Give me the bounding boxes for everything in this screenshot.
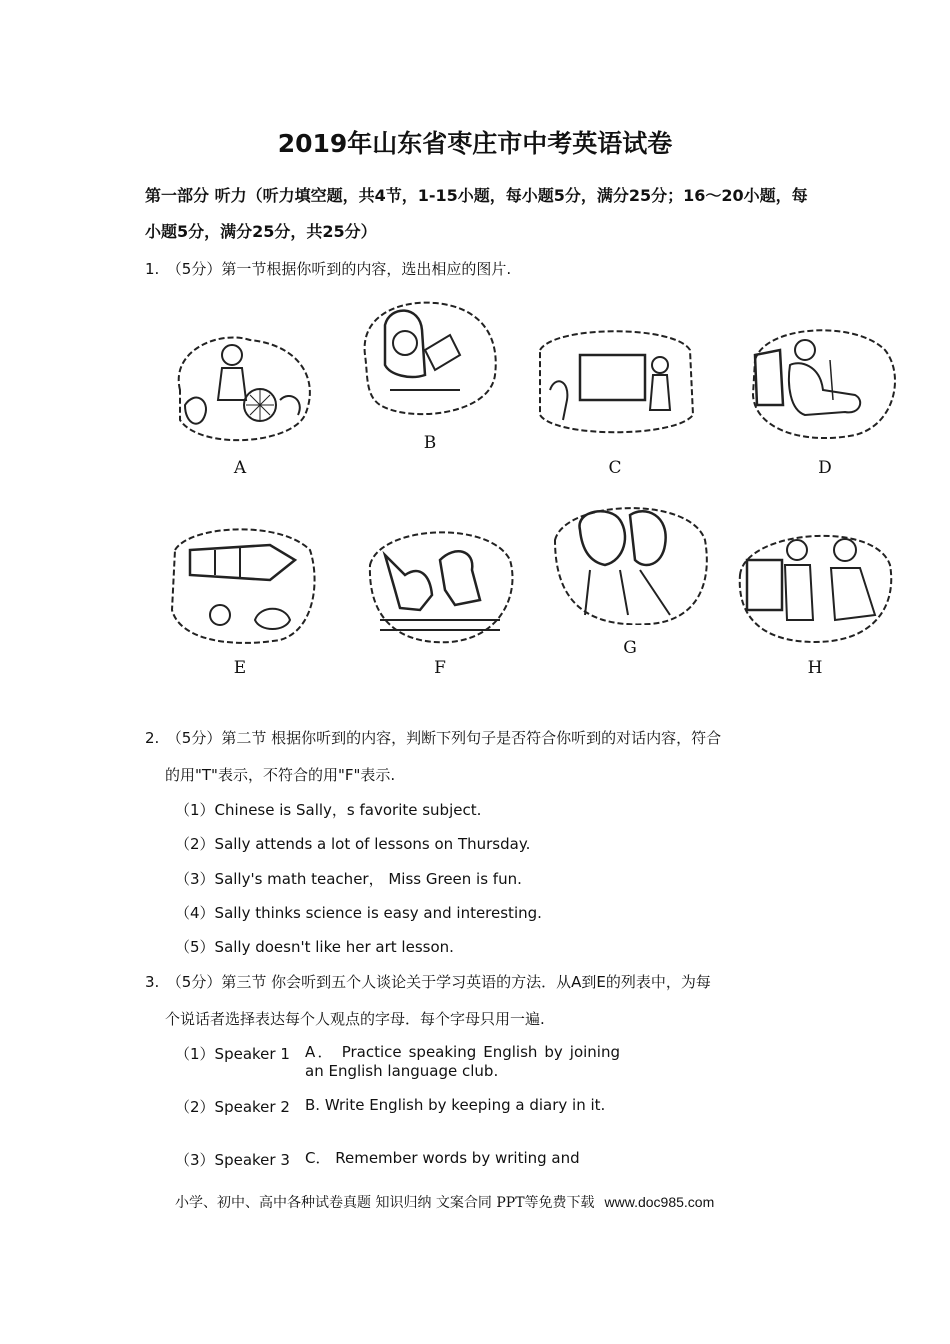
picture-label: G bbox=[623, 638, 637, 658]
speaker-option: A． Practice speaking English by joining an English language club. bbox=[305, 1043, 620, 1080]
page-title: 2019年山东省枣庄市中考英语试卷 bbox=[277, 129, 673, 158]
part1-header: 第一部分 听力（听力填空题，共4节，1-15小题，每小题5分，满分25分；16～20小题，每小题5分，满分25分，共25分） bbox=[145, 186, 808, 241]
classroom-sketch bbox=[535, 320, 695, 445]
picture-f bbox=[360, 520, 520, 678]
question-1-text: 1. （5分）第一节根据你听到的内容，选出相应的图片. bbox=[145, 260, 512, 278]
person-sitting-sketch bbox=[745, 320, 905, 445]
picture-c bbox=[535, 320, 695, 478]
picture-label: H bbox=[807, 658, 823, 678]
speaker-option: C． Remember words by writing and bbox=[305, 1149, 580, 1167]
picture-h bbox=[735, 520, 895, 678]
picture-label: C bbox=[608, 458, 622, 478]
picture-label: D bbox=[818, 458, 832, 478]
women-portrait-sketch bbox=[550, 500, 710, 625]
boy-with-globe-sketch bbox=[160, 320, 320, 445]
q2-item-3: （3）Sally's math teacher， Miss Green is fun. bbox=[175, 870, 522, 888]
q2-item-2: （2）Sally attends a lot of lessons on Thursday. bbox=[175, 835, 531, 853]
picture-g bbox=[550, 500, 710, 658]
picture-d bbox=[745, 320, 905, 478]
picture-a bbox=[160, 320, 320, 478]
page-footer bbox=[175, 1192, 714, 1212]
picture-label: A bbox=[233, 458, 247, 478]
speaker-label: （2）Speaker 2 bbox=[175, 1098, 290, 1116]
dinosaurs-sketch bbox=[360, 520, 520, 645]
speaker-option: B. Write English by keeping a diary in it. bbox=[305, 1096, 606, 1114]
q2-item-4: （4）Sally thinks science is easy and interesting. bbox=[175, 904, 542, 922]
picture-grid bbox=[155, 290, 905, 700]
q2-item-5: （5）Sally doesn't like her art lesson. bbox=[175, 938, 454, 956]
question-2-text-cont: 的用"T"表示，不符合的用"F"表示. bbox=[165, 766, 396, 784]
speaker-label: （1）Speaker 1 bbox=[175, 1045, 290, 1063]
picture-label: B bbox=[423, 433, 437, 453]
question-2-text: 2. （5分）第二节 根据你听到的内容，判断下列句子是否符合你听到的对话内容，符合 bbox=[145, 729, 722, 747]
rocket-sketch bbox=[160, 520, 320, 645]
q2-item-1: （1）Chinese is Sally，s favorite subject. bbox=[175, 801, 482, 819]
picture-e bbox=[160, 520, 320, 678]
footer-url[interactable]: www.doc985.com bbox=[604, 1194, 715, 1210]
picture-label: F bbox=[434, 658, 446, 678]
girl-reading-sketch bbox=[350, 295, 510, 420]
question-3-text: 3. （5分）第三节 你会听到五个人谈论关于学习英语的方法．从A到E的列表中，为每 bbox=[145, 973, 711, 991]
footer-text: 小学、初中、高中各种试卷真题 知识归纳 文案合同 PPT等免费下载 bbox=[175, 1195, 595, 1211]
question-3-text-cont: 个说话者选择表达每个人观点的字母．每个字母只用一遍. bbox=[165, 1010, 545, 1028]
picture-label: E bbox=[233, 658, 247, 678]
picture-b bbox=[350, 295, 510, 453]
speaker-label: （3）Speaker 3 bbox=[175, 1151, 290, 1169]
two-men-talking-sketch bbox=[735, 520, 895, 645]
